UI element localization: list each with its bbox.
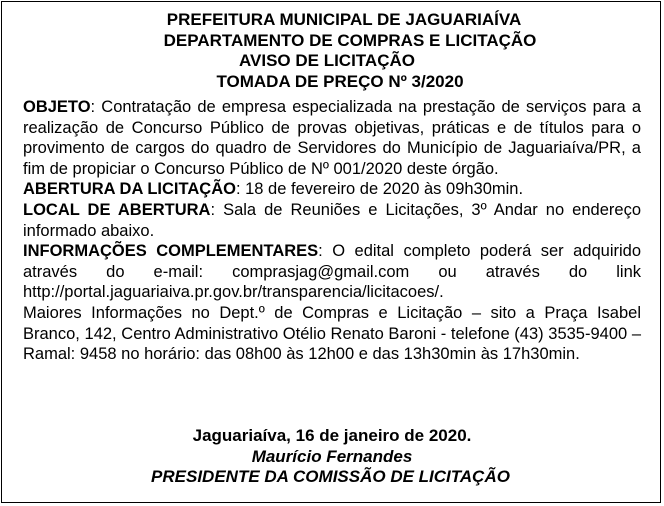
informacoes-label: INFORMAÇÕES COMPLEMENTARES <box>23 242 319 261</box>
tender-number-title: TOMADA DE PREÇO Nº 3/2020 <box>216 71 464 91</box>
contact-text: Maiores Informações no Dept.º de Compras e Licitação – sito a Praça Isabel Branco, 142, Centro Administrativo Otélio Renato Baroni - telefone (43) 3535-9400 – Ramal: 9458 no horário: das 08h00 às 12h00 e das 13h30min às 17h30min. <box>23 303 641 364</box>
objeto-text: : Contratação de empresa especializada na prestação de serviços para a realização de Concurso Público de provas objetivas, práticas e de títulos para o provimento de cargos do quadro de Servidores do Município de Jaguariaíva/PR, a fim de propiciar o Concurso Público de Nº 001/2020 deste órgão. <box>23 98 641 178</box>
notice-header <box>0 10 664 92</box>
abertura-label: ABERTURA DA LICITAÇÃO <box>23 180 236 199</box>
notice-body <box>23 97 641 365</box>
local-label: LOCAL DE ABERTURA <box>23 200 211 219</box>
local-text: : Sala de Reuniões e Licitações, 3º Andar no endereço informado abaixo. <box>23 200 641 240</box>
notice-footer <box>0 426 664 488</box>
municipality-title: PREFEITURA MUNICIPAL DE JAGUARIAÍVA <box>166 10 522 29</box>
abertura-text: : 18 de fevereiro de 2020 às 09h30min. <box>235 180 524 199</box>
signer-name: Maurício Fernandes <box>251 446 413 466</box>
department-title: DEPARTAMENTO DE COMPRAS E LICITAÇÃO <box>163 30 537 50</box>
informacoes-text: : O edital completo poderá ser adquirido através do e-mail: comprasjag@gmail.com ou através do link http://portal.jaguariaiva.pr.gov.br/transparencia/licitacoes/. <box>23 242 641 302</box>
abertura-paragraph <box>23 179 641 200</box>
informacoes-paragraph <box>23 241 641 303</box>
local-paragraph <box>23 200 641 241</box>
notice-type-title: AVISO DE LICITAÇÃO <box>239 51 415 70</box>
objeto-paragraph <box>23 97 641 179</box>
contact-paragraph <box>23 303 641 365</box>
objeto-label: OBJETO <box>23 98 91 116</box>
signer-role: PRESIDENTE DA COMISSÃO DE LICITAÇÃO <box>151 467 510 486</box>
place-date: Jaguariaíva, 16 de janeiro de 2020. <box>192 426 472 445</box>
